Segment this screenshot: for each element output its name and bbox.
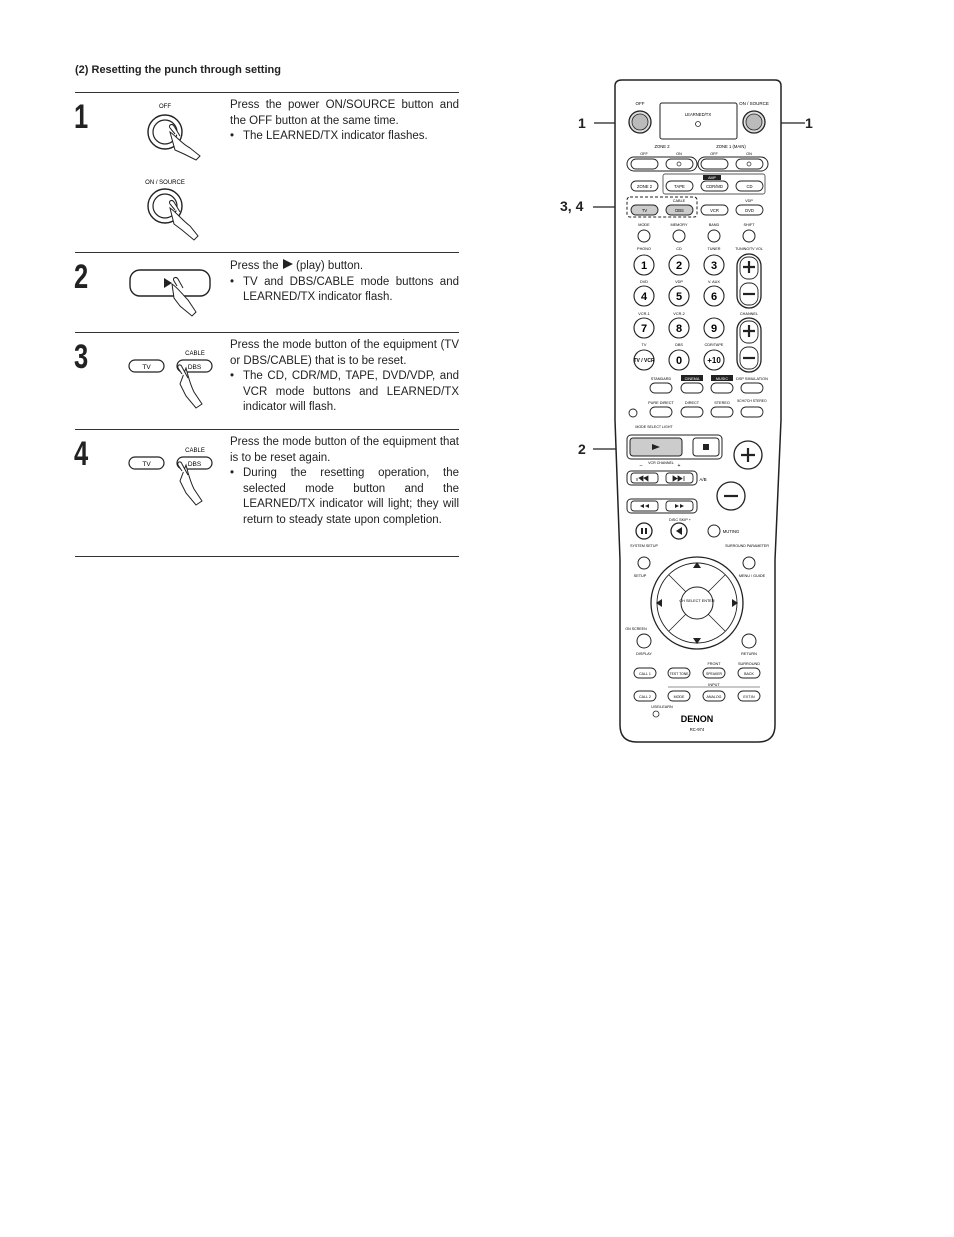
svg-text:ON / SOURCE: ON / SOURCE <box>739 101 769 106</box>
svg-text:V. AUX: V. AUX <box>708 280 720 284</box>
svg-text:TV: TV <box>142 364 151 371</box>
svg-text:+: + <box>677 463 681 469</box>
remote-control-illustration <box>560 78 830 748</box>
svg-text:BACK: BACK <box>744 672 754 676</box>
svg-text:DENON: DENON <box>680 714 714 724</box>
svg-text:MODE: MODE <box>673 695 685 699</box>
svg-text:DBS: DBS <box>187 364 202 371</box>
step2-main-prefix: Press the <box>230 260 279 272</box>
svg-text:DISC SKIP +: DISC SKIP + <box>669 518 691 522</box>
svg-text:OFF: OFF <box>635 101 645 106</box>
svg-text:MODE SELECT LIGHT: MODE SELECT LIGHT <box>635 425 673 429</box>
step2-bullet <box>230 275 459 306</box>
svg-text:MUTING: MUTING <box>722 529 740 534</box>
divider <box>75 332 459 333</box>
svg-text:BAND: BAND <box>708 223 720 227</box>
svg-text:8: 8 <box>675 323 683 335</box>
svg-text:MODE: MODE <box>638 223 650 227</box>
svg-text:TV: TV <box>641 343 647 347</box>
svg-text:SYSTEM SETUP: SYSTEM SETUP <box>630 544 658 548</box>
svg-text:STEREO: STEREO <box>714 401 730 405</box>
svg-text:RC-974: RC-974 <box>689 727 705 732</box>
svg-text:STANDARD: STANDARD <box>650 377 672 381</box>
svg-text:ZONE 1 (MAIN): ZONE 1 (MAIN) <box>716 144 746 149</box>
svg-text:ON: ON <box>746 152 752 156</box>
svg-text:CALL 2: CALL 2 <box>639 695 651 699</box>
svg-text:5: 5 <box>675 291 683 303</box>
svg-text:CDR/TAPE: CDR/TAPE <box>704 343 724 347</box>
svg-text:1: 1 <box>640 260 648 272</box>
svg-text:DBS: DBS <box>675 208 684 213</box>
svg-text:TAPE: TAPE <box>674 184 685 189</box>
bullet-dot: • <box>230 130 235 142</box>
svg-text:CABLE: CABLE <box>672 199 686 203</box>
svg-text:ON: ON <box>676 152 682 156</box>
svg-text:SPEAKER: SPEAKER <box>705 672 723 676</box>
svg-text:+10: +10 <box>707 356 721 365</box>
step3-illustration <box>120 344 220 409</box>
bullet-text: The CD, CDR/MD, TAPE, DVD/VDP, and VCR mode buttons and LEARNED/TX indicator will flash. <box>243 370 459 413</box>
bullet-dot: • <box>230 467 235 479</box>
svg-text:6: 6 <box>710 291 718 303</box>
step-number: 2 <box>74 258 89 296</box>
svg-text:ANALOG: ANALOG <box>706 695 722 699</box>
svg-text:TV / VCR: TV / VCR <box>633 358 655 364</box>
svg-text:MENU / GUIDE: MENU / GUIDE <box>738 574 766 578</box>
divider <box>75 556 459 557</box>
bullet-text: TV and DBS/CABLE mode buttons and LEARNED/TX indicator flash. <box>243 275 459 303</box>
svg-text:PURE DIRECT: PURE DIRECT <box>648 401 674 405</box>
svg-text:OFF: OFF <box>159 104 171 110</box>
svg-text:DBS: DBS <box>187 461 202 468</box>
svg-text:SHIFT: SHIFT <box>743 223 755 227</box>
step2-main-suffix: (play) button. <box>295 260 364 272</box>
svg-text:TEST TONE: TEST TONE <box>669 672 689 676</box>
svg-text:OFF: OFF <box>640 152 648 156</box>
svg-text:ON / SOURCE: ON / SOURCE <box>145 180 185 186</box>
svg-text:7: 7 <box>640 323 648 335</box>
step-number: 4 <box>74 435 89 473</box>
svg-text:DVD: DVD <box>639 280 649 284</box>
svg-text:PHONO: PHONO <box>637 247 651 251</box>
callout-1-right: 1 <box>805 115 813 131</box>
svg-text:ON SCREEN: ON SCREEN <box>625 627 647 631</box>
svg-text:VCR-1: VCR-1 <box>638 312 650 316</box>
step3-bullet <box>230 369 459 416</box>
svg-text:–: – <box>639 463 643 469</box>
bullet-text: During the resetting operation, the selected mode button and the LEARNED/TX indicator will light; they will return to steady state upon completion. <box>243 467 459 526</box>
svg-text:SETUP: SETUP <box>633 574 647 578</box>
step-number: 3 <box>74 338 89 376</box>
svg-text:CD: CD <box>676 247 682 251</box>
bullet-text: The LEARNED/TX indicator flashes. <box>243 130 428 142</box>
svg-text:SURROUND: SURROUND <box>738 662 760 666</box>
svg-text:VCR-2: VCR-2 <box>673 312 685 316</box>
step3-text <box>230 338 459 416</box>
svg-text:CALL 1: CALL 1 <box>639 672 651 676</box>
svg-text:OFF: OFF <box>710 152 718 156</box>
svg-text:2: 2 <box>675 260 683 272</box>
svg-text:AMP: AMP <box>708 176 716 180</box>
svg-text:CD: CD <box>746 184 753 189</box>
bullet-dot: • <box>230 275 235 288</box>
step2-main <box>230 259 459 275</box>
svg-text:TV: TV <box>142 461 151 468</box>
step1-main: Press the power ON/SOURCE button and the OFF button at the same time. <box>230 99 459 127</box>
divider <box>75 92 459 93</box>
step1-bullet <box>230 129 459 145</box>
svg-text:TV: TV <box>641 208 648 213</box>
section-heading: (2) Resetting the punch through setting <box>75 64 281 76</box>
svg-text:CABLE: CABLE <box>185 351 205 357</box>
step1-illustration <box>120 98 220 243</box>
svg-text:3: 3 <box>710 260 718 272</box>
svg-text:DISPLAY: DISPLAY <box>636 652 652 656</box>
divider <box>75 429 459 430</box>
svg-text:USE/LEARN: USE/LEARN <box>651 705 673 709</box>
step4-illustration <box>120 441 220 506</box>
svg-text:DVD: DVD <box>745 208 754 213</box>
step2-text <box>230 259 459 306</box>
svg-text:ZONE 2: ZONE 2 <box>636 184 653 189</box>
svg-text:VCR: VCR <box>710 208 719 213</box>
svg-text:SURROUND PARAMETER: SURROUND PARAMETER <box>725 544 769 548</box>
svg-text:MEMORY: MEMORY <box>670 223 688 227</box>
step4-text <box>230 435 459 528</box>
callout-2: 2 <box>578 441 586 457</box>
svg-text:EXT.IN: EXT.IN <box>743 695 755 699</box>
svg-text:TUNING/TV VOL: TUNING/TV VOL <box>735 247 763 251</box>
svg-text:VDP: VDP <box>745 199 753 203</box>
svg-text:A/B: A/B <box>699 477 707 482</box>
svg-text:CDR/MD: CDR/MD <box>706 184 723 189</box>
svg-text:VCR CHANNEL: VCR CHANNEL <box>648 461 674 465</box>
svg-text:DBS: DBS <box>675 343 683 347</box>
svg-text:ZONE 2: ZONE 2 <box>654 144 670 149</box>
step4-main: Press the mode button of the equipment that is to be reset again. <box>230 436 459 464</box>
svg-text:CINEMA: CINEMA <box>684 377 700 381</box>
play-icon <box>282 259 293 269</box>
svg-text:VDP: VDP <box>675 280 683 284</box>
svg-text:0: 0 <box>675 355 683 367</box>
svg-text:9: 9 <box>710 323 718 335</box>
callout-3-4: 3, 4 <box>560 198 584 214</box>
svg-text:CH SELECT ENTER: CH SELECT ENTER <box>679 599 715 603</box>
bullet-dot: • <box>230 370 235 382</box>
step3-main: Press the mode button of the equipment (TV or DBS/CABLE) that is to be reset. <box>230 339 459 367</box>
step1-text <box>230 98 459 145</box>
callout-1-left: 1 <box>578 115 586 131</box>
svg-text:CABLE: CABLE <box>185 448 205 454</box>
step-number: 1 <box>74 98 89 136</box>
svg-text:DSP SIMULATION: DSP SIMULATION <box>736 377 768 381</box>
step2-illustration <box>120 262 220 322</box>
svg-text:DIRECT: DIRECT <box>684 401 700 405</box>
svg-text:TUNER: TUNER <box>707 247 721 251</box>
svg-text:5CH/7CH STEREO: 5CH/7CH STEREO <box>737 399 767 403</box>
step4-bullet <box>230 466 459 528</box>
svg-text:MUSIC: MUSIC <box>715 377 729 381</box>
svg-text:CHANNEL: CHANNEL <box>739 312 759 316</box>
svg-text:4: 4 <box>640 291 648 303</box>
svg-text:FRONT: FRONT <box>707 662 721 666</box>
svg-text:LEARNED/TX: LEARNED/TX <box>684 112 712 117</box>
svg-text:INPUT: INPUT <box>708 683 720 687</box>
svg-text:RETURN: RETURN <box>741 652 757 656</box>
divider <box>75 252 459 253</box>
